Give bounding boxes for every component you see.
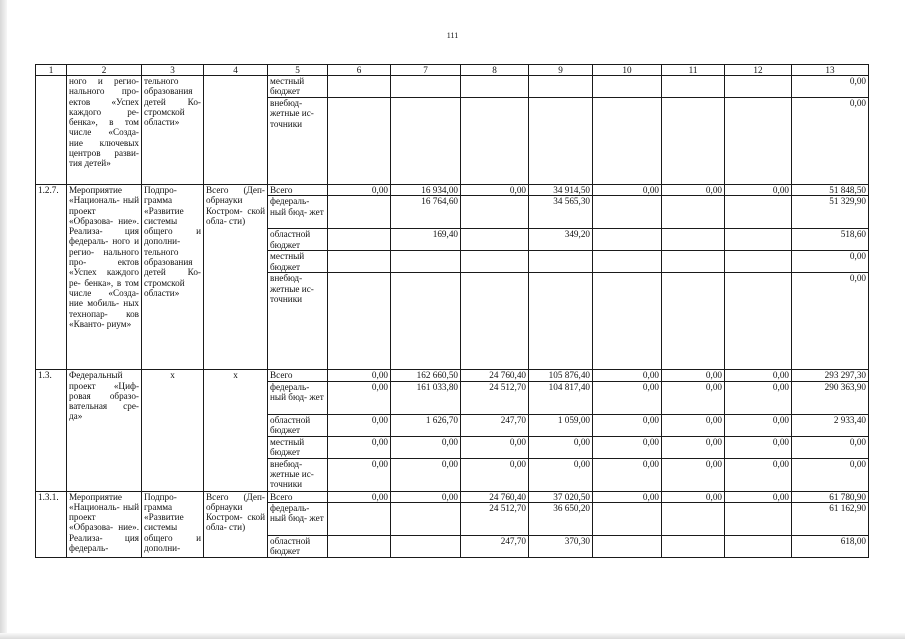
- recipient-cell: Всего (Деп- обрнауки Костром- ской обла- сти): [204, 491, 268, 557]
- value-cell: [529, 251, 593, 273]
- value-cell: 0,00: [593, 414, 662, 436]
- value-cell: [529, 273, 593, 370]
- value-cell: [725, 251, 792, 273]
- total-cell: 0,00: [792, 436, 869, 458]
- value-cell: [391, 273, 461, 370]
- value-cell: [593, 98, 662, 185]
- value-cell: 0,00: [593, 185, 662, 196]
- total-cell: 618,00: [792, 535, 869, 557]
- funding-source-cell: местный бюджет: [268, 436, 328, 458]
- value-cell: 0,00: [328, 381, 391, 414]
- value-cell: 105 876,40: [529, 370, 593, 381]
- column-number: 5: [268, 65, 328, 76]
- event-name-cell: Мероприятие «Националь- ный проект «Образова- ние». Реализа- ция федераль-: [67, 491, 142, 557]
- total-cell: 2 933,40: [792, 414, 869, 436]
- value-cell: 24 760,40: [461, 370, 529, 381]
- value-cell: [328, 535, 391, 557]
- funding-source-cell: Всего: [268, 370, 328, 381]
- total-cell: 51 329,90: [792, 196, 869, 229]
- value-cell: 1 059,00: [529, 414, 593, 436]
- value-cell: 0,00: [461, 458, 529, 491]
- value-cell: 0,00: [328, 458, 391, 491]
- value-cell: [662, 76, 725, 98]
- value-cell: 169,40: [391, 229, 461, 251]
- total-cell: 61 162,90: [792, 502, 869, 535]
- funding-source-cell: федераль- ный бюд- жет: [268, 502, 328, 535]
- funding-source-cell: местный бюджет: [268, 76, 328, 98]
- value-cell: 161 033,80: [391, 381, 461, 414]
- column-number: 7: [391, 65, 461, 76]
- value-cell: 24 760,40: [461, 491, 529, 502]
- total-cell: 0,00: [792, 76, 869, 98]
- column-number: 9: [529, 65, 593, 76]
- funding-source-cell: Всего: [268, 491, 328, 502]
- column-number: 6: [328, 65, 391, 76]
- total-cell: 293 297,30: [792, 370, 869, 381]
- funding-source-cell: местный бюджет: [268, 251, 328, 273]
- table-row: [36, 76, 869, 98]
- row-code-cell: 1.2.7.: [36, 185, 67, 370]
- value-cell: [391, 76, 461, 98]
- value-cell: [593, 229, 662, 251]
- value-cell: [725, 502, 792, 535]
- value-cell: [662, 273, 725, 370]
- row-code-cell: [36, 76, 67, 185]
- value-cell: [328, 502, 391, 535]
- recipient-cell: х: [204, 370, 268, 491]
- value-cell: 104 817,40: [529, 381, 593, 414]
- value-cell: 24 512,70: [461, 502, 529, 535]
- value-cell: 0,00: [593, 381, 662, 414]
- value-cell: 0,00: [461, 185, 529, 196]
- value-cell: [328, 273, 391, 370]
- value-cell: 0,00: [461, 436, 529, 458]
- value-cell: 0,00: [328, 436, 391, 458]
- value-cell: 349,20: [529, 229, 593, 251]
- budget-table: [35, 64, 869, 558]
- value-cell: [662, 229, 725, 251]
- column-number: 8: [461, 65, 529, 76]
- recipient-cell: [204, 76, 268, 185]
- total-cell: 0,00: [792, 98, 869, 185]
- column-number: 4: [204, 65, 268, 76]
- value-cell: [328, 251, 391, 273]
- funding-source-cell: Всего: [268, 185, 328, 196]
- column-number: 11: [662, 65, 725, 76]
- value-cell: 0,00: [662, 436, 725, 458]
- event-name-cell: Мероприятие «Националь- ный проект «Образова- ние». Реализа- ция федераль- ного и регио- нального про- ектов «Успех каждого ре- бенка», в том числе «Созда- ние мобиль- ных технопар- ков «Кванто- риум»: [67, 185, 142, 370]
- value-cell: 0,00: [662, 491, 725, 502]
- value-cell: [461, 251, 529, 273]
- value-cell: 34 565,30: [529, 196, 593, 229]
- value-cell: 247,70: [461, 535, 529, 557]
- value-cell: 24 512,70: [461, 381, 529, 414]
- executor-cell: Подпро- грамма «Развитие системы общего и дополни-: [142, 491, 204, 557]
- value-cell: 0,00: [725, 414, 792, 436]
- value-cell: 0,00: [593, 370, 662, 381]
- value-cell: 0,00: [529, 436, 593, 458]
- value-cell: [328, 229, 391, 251]
- column-number: 2: [67, 65, 142, 76]
- table-row: [36, 491, 869, 502]
- value-cell: 0,00: [391, 436, 461, 458]
- value-cell: [328, 196, 391, 229]
- value-cell: [461, 98, 529, 185]
- funding-source-cell: внебюд- жетные ис- точники: [268, 458, 328, 491]
- value-cell: [328, 76, 391, 98]
- value-cell: [662, 535, 725, 557]
- column-number: 3: [142, 65, 204, 76]
- value-cell: [593, 502, 662, 535]
- event-name-cell: ного и регио- нального про- ектов «Успех каждого ре- бенка», в том числе «Созда- ние ключевых центров разви- тия детей»: [67, 76, 142, 185]
- total-cell: 518,60: [792, 229, 869, 251]
- funding-source-cell: внебюд- жетные ис- точники: [268, 98, 328, 185]
- funding-source-cell: федераль- ный бюд- жет: [268, 381, 328, 414]
- value-cell: [391, 251, 461, 273]
- value-cell: 0,00: [725, 381, 792, 414]
- value-cell: 0,00: [328, 491, 391, 502]
- value-cell: [328, 98, 391, 185]
- value-cell: 0,00: [662, 414, 725, 436]
- value-cell: [461, 76, 529, 98]
- value-cell: 0,00: [328, 185, 391, 196]
- value-cell: 0,00: [593, 491, 662, 502]
- value-cell: 0,00: [725, 458, 792, 491]
- executor-cell: тельного образования детей Ко- стромской области»: [142, 76, 204, 185]
- value-cell: 0,00: [593, 436, 662, 458]
- value-cell: [662, 502, 725, 535]
- value-cell: 37 020,50: [529, 491, 593, 502]
- total-cell: 0,00: [792, 458, 869, 491]
- value-cell: [725, 229, 792, 251]
- value-cell: [461, 229, 529, 251]
- value-cell: 0,00: [725, 370, 792, 381]
- table-row: [36, 185, 869, 196]
- value-cell: [725, 98, 792, 185]
- value-cell: 0,00: [328, 414, 391, 436]
- value-cell: [593, 251, 662, 273]
- value-cell: 0,00: [662, 370, 725, 381]
- value-cell: [662, 196, 725, 229]
- total-cell: 0,00: [792, 273, 869, 370]
- value-cell: 0,00: [662, 458, 725, 491]
- value-cell: [725, 273, 792, 370]
- recipient-cell: Всего (Деп- обрнауки Костром- ской обла- сти): [204, 185, 268, 370]
- value-cell: [529, 76, 593, 98]
- total-cell: 51 848,50: [792, 185, 869, 196]
- funding-source-cell: внебюд- жетные ис- точники: [268, 273, 328, 370]
- column-number: 1: [36, 65, 67, 76]
- total-cell: 0,00: [792, 251, 869, 273]
- table-row: [36, 370, 869, 381]
- value-cell: 1 626,70: [391, 414, 461, 436]
- value-cell: 36 650,20: [529, 502, 593, 535]
- value-cell: 0,00: [391, 458, 461, 491]
- total-cell: 290 363,90: [792, 381, 869, 414]
- value-cell: [593, 76, 662, 98]
- value-cell: [391, 535, 461, 557]
- value-cell: [529, 98, 593, 185]
- total-cell: 61 780,90: [792, 491, 869, 502]
- value-cell: [461, 196, 529, 229]
- column-number: 12: [725, 65, 792, 76]
- column-number: 10: [593, 65, 662, 76]
- column-number-row: [36, 65, 869, 76]
- page-shadow-bottom: [0, 633, 905, 639]
- value-cell: [461, 273, 529, 370]
- value-cell: 0,00: [725, 436, 792, 458]
- value-cell: [391, 98, 461, 185]
- funding-source-cell: областной бюджет: [268, 535, 328, 557]
- value-cell: [593, 535, 662, 557]
- funding-source-cell: областной бюджет: [268, 229, 328, 251]
- value-cell: [725, 76, 792, 98]
- funding-source-cell: федераль- ный бюд- жет: [268, 196, 328, 229]
- value-cell: 0,00: [662, 381, 725, 414]
- page-shadow-left: [0, 0, 7, 639]
- value-cell: 370,30: [529, 535, 593, 557]
- executor-cell: х: [142, 370, 204, 491]
- value-cell: [662, 251, 725, 273]
- value-cell: 0,00: [725, 491, 792, 502]
- value-cell: 0,00: [593, 458, 662, 491]
- value-cell: 0,00: [662, 185, 725, 196]
- value-cell: 34 914,50: [529, 185, 593, 196]
- value-cell: [725, 196, 792, 229]
- value-cell: [662, 98, 725, 185]
- executor-cell: Подпро- грамма «Развитие системы общего и дополни- тельного образования детей Ко- стромской области»: [142, 185, 204, 370]
- page-number: 111: [446, 31, 459, 40]
- value-cell: 162 660,50: [391, 370, 461, 381]
- value-cell: [593, 273, 662, 370]
- value-cell: 0,00: [725, 185, 792, 196]
- row-code-cell: 1.3.1.: [36, 491, 67, 557]
- value-cell: 247,70: [461, 414, 529, 436]
- value-cell: [391, 502, 461, 535]
- value-cell: 0,00: [391, 491, 461, 502]
- funding-source-cell: областной бюджет: [268, 414, 328, 436]
- value-cell: [725, 535, 792, 557]
- value-cell: 0,00: [328, 370, 391, 381]
- column-number: 13: [792, 65, 869, 76]
- value-cell: 16 764,60: [391, 196, 461, 229]
- event-name-cell: Федеральный проект «Циф- ровая образо- вательная сре- да»: [67, 370, 142, 491]
- value-cell: 16 934,00: [391, 185, 461, 196]
- value-cell: 0,00: [529, 458, 593, 491]
- row-code-cell: 1.3.: [36, 370, 67, 491]
- value-cell: [593, 196, 662, 229]
